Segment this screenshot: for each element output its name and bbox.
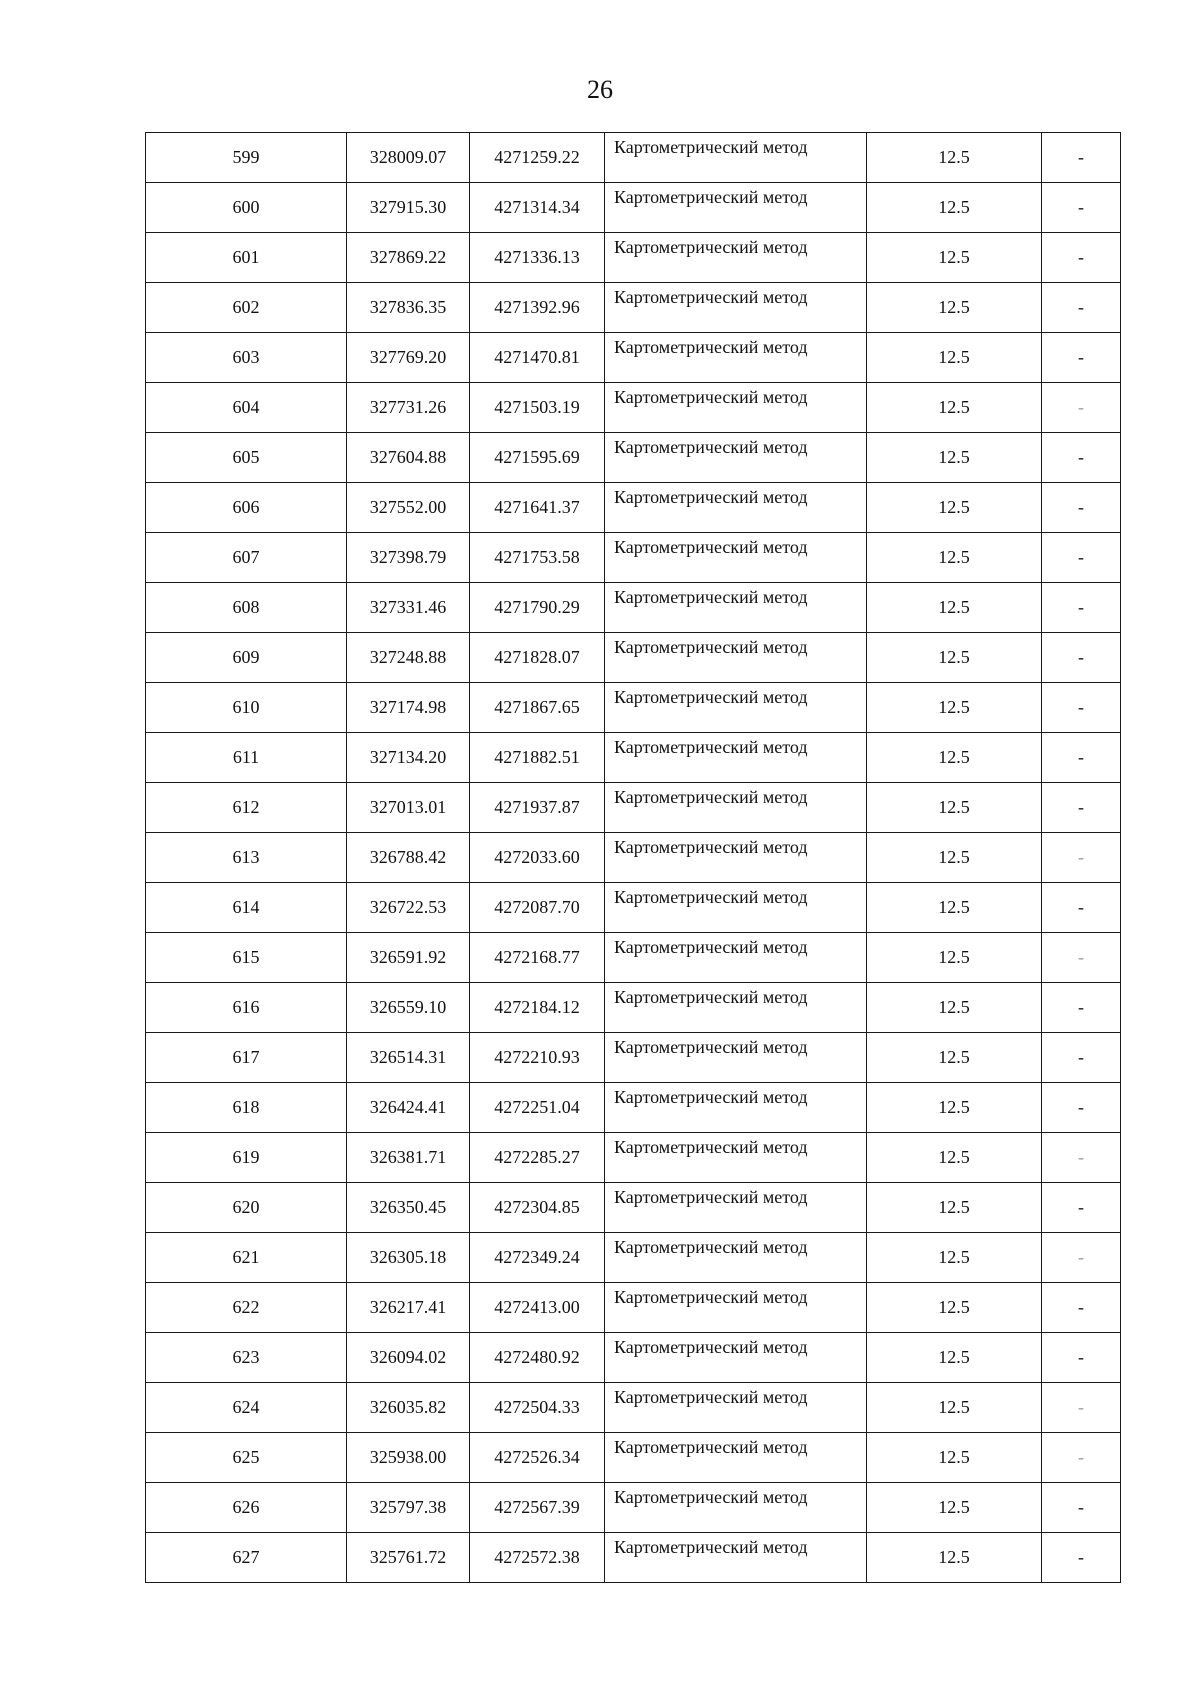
y-coordinate-cell: 4272480.92 <box>470 1333 605 1383</box>
accuracy-cell: 12.5 <box>867 1233 1042 1283</box>
note-cell: - <box>1042 783 1121 833</box>
point-number-cell: 601 <box>146 233 347 283</box>
x-coordinate-cell: 327398.79 <box>347 533 470 583</box>
table-row <box>146 733 1121 783</box>
method-cell: Картометрический метод <box>605 1033 867 1083</box>
note-cell: - <box>1042 583 1121 633</box>
point-number-cell: 609 <box>146 633 347 683</box>
page-number: 26 <box>587 75 613 104</box>
note-cell: - <box>1042 183 1121 233</box>
table-row <box>146 983 1121 1033</box>
accuracy-cell: 12.5 <box>867 683 1042 733</box>
x-coordinate-cell: 326424.41 <box>347 1083 470 1133</box>
accuracy-cell: 12.5 <box>867 1183 1042 1233</box>
table-row <box>146 1383 1121 1433</box>
y-coordinate-cell: 4271314.34 <box>470 183 605 233</box>
method-cell: Картометрический метод <box>605 1083 867 1133</box>
x-coordinate-cell: 326788.42 <box>347 833 470 883</box>
y-coordinate-cell: 4271641.37 <box>470 483 605 533</box>
table-row <box>146 583 1121 633</box>
point-number-cell: 615 <box>146 933 347 983</box>
method-cell: Картометрический метод <box>605 533 867 583</box>
accuracy-cell: 12.5 <box>867 483 1042 533</box>
point-number-cell: 622 <box>146 1283 347 1333</box>
point-number-cell: 616 <box>146 983 347 1033</box>
y-coordinate-cell: 4272210.93 <box>470 1033 605 1083</box>
y-coordinate-cell: 4272504.33 <box>470 1383 605 1433</box>
point-number-cell: 607 <box>146 533 347 583</box>
point-number-cell: 619 <box>146 1133 347 1183</box>
accuracy-cell: 12.5 <box>867 1033 1042 1083</box>
method-cell: Картометрический метод <box>605 1133 867 1183</box>
note-cell: - <box>1042 1483 1121 1533</box>
note-cell: - <box>1042 1433 1121 1483</box>
x-coordinate-cell: 326514.31 <box>347 1033 470 1083</box>
y-coordinate-cell: 4271882.51 <box>470 733 605 783</box>
x-coordinate-cell: 327915.30 <box>347 183 470 233</box>
x-coordinate-cell: 327174.98 <box>347 683 470 733</box>
x-coordinate-cell: 327604.88 <box>347 433 470 483</box>
accuracy-cell: 12.5 <box>867 533 1042 583</box>
point-number-cell: 614 <box>146 883 347 933</box>
note-cell: - <box>1042 1233 1121 1283</box>
note-cell: - <box>1042 483 1121 533</box>
method-cell: Картометрический метод <box>605 633 867 683</box>
point-number-cell: 620 <box>146 1183 347 1233</box>
x-coordinate-cell: 326591.92 <box>347 933 470 983</box>
method-cell: Картометрический метод <box>605 733 867 783</box>
method-cell: Картометрический метод <box>605 1183 867 1233</box>
note-cell: - <box>1042 333 1121 383</box>
method-cell: Картометрический метод <box>605 333 867 383</box>
note-cell: - <box>1042 933 1121 983</box>
table-row <box>146 483 1121 533</box>
point-number-cell: 602 <box>146 283 347 333</box>
method-cell: Картометрический метод <box>605 933 867 983</box>
accuracy-cell: 12.5 <box>867 433 1042 483</box>
y-coordinate-cell: 4272087.70 <box>470 883 605 933</box>
point-number-cell: 610 <box>146 683 347 733</box>
point-number-cell: 611 <box>146 733 347 783</box>
y-coordinate-cell: 4272184.12 <box>470 983 605 1033</box>
note-cell: - <box>1042 133 1121 183</box>
x-coordinate-cell: 326305.18 <box>347 1233 470 1283</box>
table-row <box>146 383 1121 433</box>
point-number-cell: 627 <box>146 1533 347 1583</box>
x-coordinate-cell: 326094.02 <box>347 1333 470 1383</box>
table-row <box>146 1133 1121 1183</box>
table-row <box>146 133 1121 183</box>
point-number-cell: 605 <box>146 433 347 483</box>
point-number-cell: 624 <box>146 1383 347 1433</box>
accuracy-cell: 12.5 <box>867 183 1042 233</box>
table-row <box>146 183 1121 233</box>
note-cell: - <box>1042 683 1121 733</box>
y-coordinate-cell: 4271336.13 <box>470 233 605 283</box>
point-number-cell: 621 <box>146 1233 347 1283</box>
y-coordinate-cell: 4272168.77 <box>470 933 605 983</box>
accuracy-cell: 12.5 <box>867 283 1042 333</box>
note-cell: - <box>1042 1033 1121 1083</box>
accuracy-cell: 12.5 <box>867 983 1042 1033</box>
accuracy-cell: 12.5 <box>867 1433 1042 1483</box>
method-cell: Картометрический метод <box>605 483 867 533</box>
table-row <box>146 883 1121 933</box>
table-row <box>146 1083 1121 1133</box>
method-cell: Картометрический метод <box>605 383 867 433</box>
table-row <box>146 283 1121 333</box>
x-coordinate-cell: 327134.20 <box>347 733 470 783</box>
method-cell: Картометрический метод <box>605 783 867 833</box>
method-cell: Картометрический метод <box>605 983 867 1033</box>
accuracy-cell: 12.5 <box>867 383 1042 433</box>
note-cell: - <box>1042 233 1121 283</box>
accuracy-cell: 12.5 <box>867 1333 1042 1383</box>
x-coordinate-cell: 327552.00 <box>347 483 470 533</box>
accuracy-cell: 12.5 <box>867 583 1042 633</box>
note-cell: - <box>1042 1533 1121 1583</box>
table-row <box>146 1183 1121 1233</box>
method-cell: Картометрический метод <box>605 1383 867 1433</box>
accuracy-cell: 12.5 <box>867 1383 1042 1433</box>
note-cell: - <box>1042 1333 1121 1383</box>
accuracy-cell: 12.5 <box>867 733 1042 783</box>
table-row <box>146 633 1121 683</box>
note-cell: - <box>1042 1083 1121 1133</box>
x-coordinate-cell: 327731.26 <box>347 383 470 433</box>
coordinates-table <box>145 132 1121 1583</box>
y-coordinate-cell: 4272304.85 <box>470 1183 605 1233</box>
point-number-cell: 599 <box>146 133 347 183</box>
table-row <box>146 933 1121 983</box>
accuracy-cell: 12.5 <box>867 1083 1042 1133</box>
y-coordinate-cell: 4271828.07 <box>470 633 605 683</box>
accuracy-cell: 12.5 <box>867 833 1042 883</box>
method-cell: Картометрический метод <box>605 1533 867 1583</box>
x-coordinate-cell: 326035.82 <box>347 1383 470 1433</box>
table-row <box>146 1533 1121 1583</box>
y-coordinate-cell: 4271867.65 <box>470 683 605 733</box>
table-row <box>146 233 1121 283</box>
note-cell: - <box>1042 433 1121 483</box>
y-coordinate-cell: 4271470.81 <box>470 333 605 383</box>
table-row <box>146 1433 1121 1483</box>
y-coordinate-cell: 4271937.87 <box>470 783 605 833</box>
y-coordinate-cell: 4272251.04 <box>470 1083 605 1133</box>
method-cell: Картометрический метод <box>605 683 867 733</box>
note-cell: - <box>1042 733 1121 783</box>
table-row <box>146 1233 1121 1283</box>
point-number-cell: 623 <box>146 1333 347 1383</box>
y-coordinate-cell: 4271259.22 <box>470 133 605 183</box>
point-number-cell: 618 <box>146 1083 347 1133</box>
y-coordinate-cell: 4272413.00 <box>470 1283 605 1333</box>
note-cell: - <box>1042 383 1121 433</box>
accuracy-cell: 12.5 <box>867 1133 1042 1183</box>
point-number-cell: 617 <box>146 1033 347 1083</box>
method-cell: Картометрический метод <box>605 1483 867 1533</box>
accuracy-cell: 12.5 <box>867 883 1042 933</box>
table-row <box>146 1483 1121 1533</box>
note-cell: - <box>1042 283 1121 333</box>
table-row <box>146 533 1121 583</box>
y-coordinate-cell: 4271503.19 <box>470 383 605 433</box>
note-cell: - <box>1042 1183 1121 1233</box>
point-number-cell: 626 <box>146 1483 347 1533</box>
accuracy-cell: 12.5 <box>867 133 1042 183</box>
y-coordinate-cell: 4271392.96 <box>470 283 605 333</box>
x-coordinate-cell: 326217.41 <box>347 1283 470 1333</box>
method-cell: Картометрический метод <box>605 283 867 333</box>
y-coordinate-cell: 4272033.60 <box>470 833 605 883</box>
x-coordinate-cell: 326350.45 <box>347 1183 470 1233</box>
point-number-cell: 612 <box>146 783 347 833</box>
y-coordinate-cell: 4272572.38 <box>470 1533 605 1583</box>
method-cell: Картометрический метод <box>605 233 867 283</box>
note-cell: - <box>1042 1383 1121 1433</box>
x-coordinate-cell: 328009.07 <box>347 133 470 183</box>
point-number-cell: 606 <box>146 483 347 533</box>
accuracy-cell: 12.5 <box>867 933 1042 983</box>
table-row <box>146 1283 1121 1333</box>
note-cell: - <box>1042 883 1121 933</box>
x-coordinate-cell: 327836.35 <box>347 283 470 333</box>
method-cell: Картометрический метод <box>605 883 867 933</box>
accuracy-cell: 12.5 <box>867 333 1042 383</box>
table-row <box>146 833 1121 883</box>
point-number-cell: 604 <box>146 383 347 433</box>
note-cell: - <box>1042 1133 1121 1183</box>
method-cell: Картометрический метод <box>605 1233 867 1283</box>
table-row <box>146 333 1121 383</box>
table-row <box>146 1033 1121 1083</box>
x-coordinate-cell: 326559.10 <box>347 983 470 1033</box>
point-number-cell: 603 <box>146 333 347 383</box>
method-cell: Картометрический метод <box>605 1283 867 1333</box>
x-coordinate-cell: 327013.01 <box>347 783 470 833</box>
accuracy-cell: 12.5 <box>867 233 1042 283</box>
y-coordinate-cell: 4272349.24 <box>470 1233 605 1283</box>
x-coordinate-cell: 325938.00 <box>347 1433 470 1483</box>
point-number-cell: 600 <box>146 183 347 233</box>
note-cell: - <box>1042 983 1121 1033</box>
accuracy-cell: 12.5 <box>867 633 1042 683</box>
note-cell: - <box>1042 633 1121 683</box>
x-coordinate-cell: 327248.88 <box>347 633 470 683</box>
accuracy-cell: 12.5 <box>867 1483 1042 1533</box>
method-cell: Картометрический метод <box>605 133 867 183</box>
table-row <box>146 433 1121 483</box>
point-number-cell: 613 <box>146 833 347 883</box>
x-coordinate-cell: 326722.53 <box>347 883 470 933</box>
x-coordinate-cell: 325797.38 <box>347 1483 470 1533</box>
table-row <box>146 1333 1121 1383</box>
x-coordinate-cell: 326381.71 <box>347 1133 470 1183</box>
x-coordinate-cell: 325761.72 <box>347 1533 470 1583</box>
note-cell: - <box>1042 1283 1121 1333</box>
method-cell: Картометрический метод <box>605 833 867 883</box>
method-cell: Картометрический метод <box>605 583 867 633</box>
y-coordinate-cell: 4271790.29 <box>470 583 605 633</box>
point-number-cell: 608 <box>146 583 347 633</box>
accuracy-cell: 12.5 <box>867 783 1042 833</box>
y-coordinate-cell: 4271595.69 <box>470 433 605 483</box>
x-coordinate-cell: 327331.46 <box>347 583 470 633</box>
accuracy-cell: 12.5 <box>867 1533 1042 1583</box>
point-number-cell: 625 <box>146 1433 347 1483</box>
y-coordinate-cell: 4272526.34 <box>470 1433 605 1483</box>
method-cell: Картометрический метод <box>605 183 867 233</box>
note-cell: - <box>1042 533 1121 583</box>
method-cell: Картометрический метод <box>605 433 867 483</box>
y-coordinate-cell: 4271753.58 <box>470 533 605 583</box>
y-coordinate-cell: 4272285.27 <box>470 1133 605 1183</box>
accuracy-cell: 12.5 <box>867 1283 1042 1333</box>
method-cell: Картометрический метод <box>605 1433 867 1483</box>
table-row <box>146 783 1121 833</box>
x-coordinate-cell: 327869.22 <box>347 233 470 283</box>
y-coordinate-cell: 4272567.39 <box>470 1483 605 1533</box>
method-cell: Картометрический метод <box>605 1333 867 1383</box>
x-coordinate-cell: 327769.20 <box>347 333 470 383</box>
table-row <box>146 683 1121 733</box>
coordinates-table-body <box>146 133 1121 1583</box>
note-cell: - <box>1042 833 1121 883</box>
